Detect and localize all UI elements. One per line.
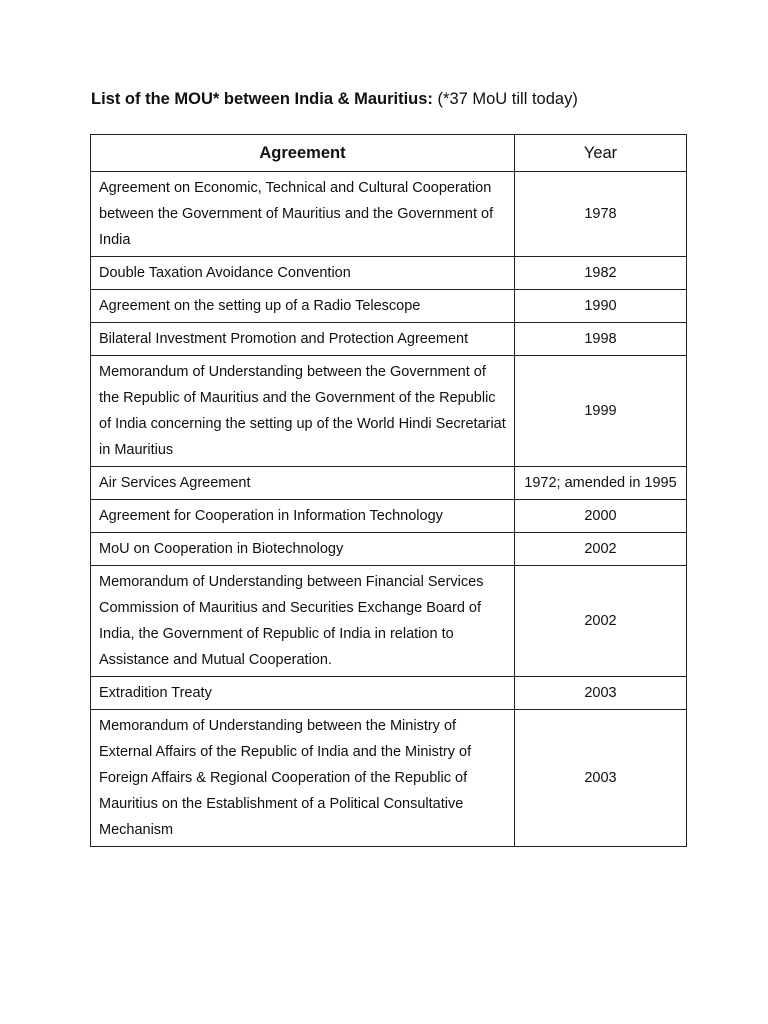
- agreement-cell: Memorandum of Understanding between the Ministry of External Affairs of the Republic of India and the Ministry of Foreign Affairs & Regional Cooperation of the Republic of Mauritius on the Establishment of a Political Consultative Mechanism: [91, 710, 515, 847]
- year-cell: 2003: [515, 710, 687, 847]
- year-cell: 1990: [515, 290, 687, 323]
- year-cell: 1982: [515, 257, 687, 290]
- year-cell: 2003: [515, 677, 687, 710]
- year-cell: 2002: [515, 566, 687, 677]
- year-cell: 1998: [515, 323, 687, 356]
- table-row: [91, 566, 687, 677]
- table-row: [91, 710, 687, 847]
- agreement-cell: Bilateral Investment Promotion and Protection Agreement: [91, 323, 515, 356]
- year-cell: 1978: [515, 172, 687, 257]
- agreement-cell: Air Services Agreement: [91, 467, 515, 500]
- year-cell: 1999: [515, 356, 687, 467]
- agreement-cell: Memorandum of Understanding between Financial Services Commission of Mauritius and Securities Exchange Board of India, the Government of Republic of India in relation to Assistance and Mutual Cooperation.: [91, 566, 515, 677]
- document-title: [91, 88, 578, 110]
- header-year: Year: [515, 135, 687, 172]
- mou-table: [90, 134, 687, 847]
- year-cell: 2002: [515, 533, 687, 566]
- table-row: [91, 356, 687, 467]
- agreement-cell: Double Taxation Avoidance Convention: [91, 257, 515, 290]
- title-main: List of the MOU* between India & Mauritius:: [91, 90, 433, 108]
- header-row: [91, 135, 687, 172]
- table-row: [91, 290, 687, 323]
- table-row: [91, 172, 687, 257]
- agreement-cell: Extradition Treaty: [91, 677, 515, 710]
- year-cell: 2000: [515, 500, 687, 533]
- table-row: [91, 677, 687, 710]
- agreement-cell: Memorandum of Understanding between the Government of the Republic of Mauritius and the Government of the Republic of India concerning the setting up of the World Hindi Secretariat in Mauritius: [91, 356, 515, 467]
- table-row: [91, 500, 687, 533]
- agreement-cell: Agreement for Cooperation in Information Technology: [91, 500, 515, 533]
- table-row: [91, 533, 687, 566]
- title-note: (*37 MoU till today): [437, 90, 578, 108]
- agreement-cell: MoU on Cooperation in Biotechnology: [91, 533, 515, 566]
- header-agreement: Agreement: [91, 135, 515, 172]
- table-row: [91, 257, 687, 290]
- agreement-cell: Agreement on Economic, Technical and Cultural Cooperation between the Government of Mauritius and the Government of India: [91, 172, 515, 257]
- year-cell: 1972; amended in 1995: [515, 467, 687, 500]
- agreement-cell: Agreement on the setting up of a Radio Telescope: [91, 290, 515, 323]
- table-row: [91, 467, 687, 500]
- table-row: [91, 323, 687, 356]
